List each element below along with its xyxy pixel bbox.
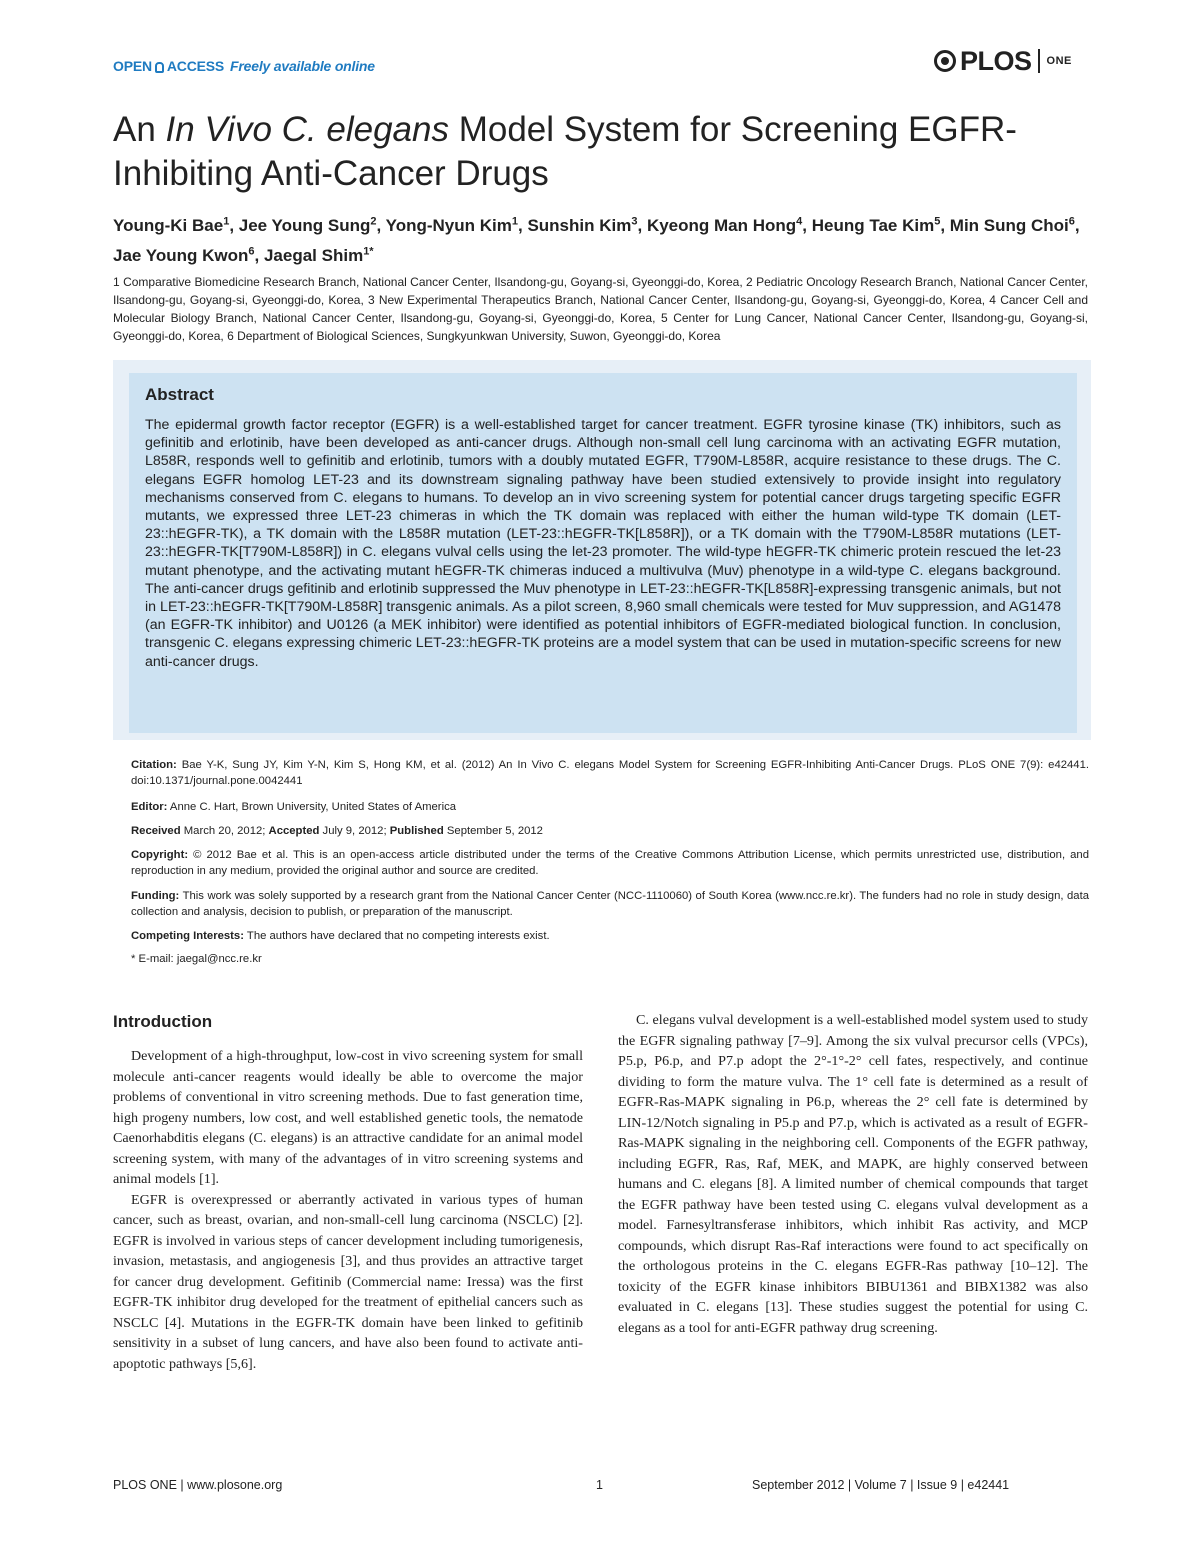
- funding: Funding: This work was solely supported by a research grant from the National Cancer Center (NCC-1110060) of South Korea (www.ncc.re.kr). The funders had no role in study design, data collection and analysis, decision to publish, or preparation of the manuscript.: [131, 890, 1089, 918]
- freely-available-label: Freely available online: [230, 58, 375, 74]
- author: Min Sung Choi$^6$,: [949, 215, 1080, 235]
- open-label: OPEN: [113, 58, 152, 74]
- logo-divider: [1038, 49, 1040, 73]
- copyright: Copyright: © 2012 Bae et al. This is an open-access article distributed under the terms of the Creative Commons Attribution License, which permits unrestricted use, distribution, and reproduction in any medium, provided the original author and source are credited.: [131, 849, 1089, 877]
- journal-logo: [934, 44, 1072, 78]
- author: Jae Young Kwon$^6$,: [113, 245, 264, 266]
- footer-issue: September 2012 | Volume 7 | Issue 9 | e42441: [752, 1478, 1010, 1492]
- author: Jee Young Sung$^2$,: [238, 215, 386, 235]
- lock-icon: [155, 62, 164, 73]
- access-label: ACCESS: [166, 58, 225, 74]
- body-column-right: [618, 1010, 1088, 1338]
- author: Sunshin Kim$^3$,: [527, 215, 647, 235]
- competing-interests: Competing Interests: The authors have declared that no competing interests exist.: [131, 930, 550, 942]
- open-access-banner: [113, 58, 375, 74]
- brand-sub: ONE: [1046, 55, 1072, 67]
- title-part-2: Model System for Screening EGFR-Inhibiting Anti-Cancer Drugs: [113, 110, 1017, 193]
- footer-journal: PLOS ONE | www.plosone.org: [113, 1478, 283, 1492]
- abstract-heading: Abstract: [145, 385, 214, 404]
- affiliations: 1 Comparative Biomedicine Research Branch, National Cancer Center, Ilsandong-gu, Goyang-si, Gyeonggi-do, Korea, 2 Pediatric Oncology Research Branch, National Cancer Center, Ilsandong-gu, Goyang-si, Gyeonggi-do, Korea, 3 New Experimental Therapeutics Branch, National Cancer Center, Ilsandong-gu, Goyang-si, Gyeonggi-do, Korea, 4 Cancer Cell and Molecular Biology Branch, National Cancer Center, Ilsandong-gu, Goyang-si, Gyeonggi-do, Korea, 5 Center for Lung Cancer, National Cancer Center, Ilsandong-gu, Goyang-si, Gyeonggi-do, Korea, 6 Department of Biological Sciences, Sungkyunkwan University, Suwon, Gyeonggi-do, Korea: [113, 275, 1088, 343]
- page-number: 1: [596, 1478, 603, 1492]
- author: Jaegal Shim$^{1*}$: [263, 245, 374, 266]
- author: Heung Tae Kim$^5$,: [811, 215, 950, 235]
- author: Young-Ki Bae$^1$,: [113, 215, 239, 235]
- section-heading-introduction: Introduction: [113, 1012, 213, 1031]
- abstract-text: The epidermal growth factor receptor (EGFR) is a well-established target for cancer treatment. EGFR tyrosine kinase (TK) inhibitors, such as gefinitib and erlotinib, have been developed as anti-cancer drugs. Although non-small cell lung carcinoma with an activating EGFR mutation, L858R, responds well to gefinitib and erlotinib, tumors with a doubly mutated EGFR, T790M-L858R, acquire resistance to these drugs. The C. elegans EGFR homolog LET-23 and its downstream signaling pathway have been studied extensively to provide insight into regulatory mechanisms conserved from C. elegans to humans. To develop an in vivo screening system for potential cancer drugs targeting specific EGFR mutants, we expressed three LET-23 chimeras in which the TK domain was replaced with either the human wild-type TK domain (LET-23::hEGFR-TK), a TK domain with the L858R mutation (LET-23::hEGFR-TK[L858R]), or a TK domain with the T790M-L858R mutations (LET-23::hEGFR-TK[T790M-L858R]) in C. elegans vulval cells using the let-23 promoter. The wild-type hEGFR-TK chimeric protein rescued the let-23 mutant phenotype, and the activating mutant hEGFR-TK chimeras induced a multivulva (Muv) phenotype in a wild-type C. elegans background. The anti-cancer drugs gefitinib and erlotinib suppressed the Muv phenotype in LET-23::hEGFR-TK[L858R]-expressing transgenic animals, but not in LET-23::hEGFR-TK[T790M-L858R] transgenic animals. As a pilot screen, 8,960 small chemicals were tested for Muv suppression, and AG1478 (an EGFR-TK inhibitor) and U0126 (a MEK inhibitor) were identified as potential inhibitors of EGFR-mediated biological function. In conclusion, transgenic C. elegans expressing chimeric LET-23::hEGFR-TK proteins are a model system that can be used in mutation-specific screens for new anti-cancer drugs.: [145, 417, 1061, 670]
- editor: Editor: Anne C. Hart, Brown University, United States of America: [131, 801, 457, 813]
- title-part-1: An: [113, 110, 166, 149]
- author-list: [113, 208, 1093, 269]
- author: Yong-Nyun Kim$^1$,: [385, 215, 528, 235]
- title-italic: In Vivo C. elegans: [165, 110, 449, 149]
- plos-logo-icon: [934, 50, 956, 72]
- brand-name: PLOS: [960, 45, 1032, 76]
- author: Kyeong Man Hong$^4$,: [646, 215, 812, 235]
- article-title: [113, 108, 1093, 196]
- paragraph: EGFR is overexpressed or aberrantly activated in various types of human cancer, such as breast, ovarian, and non-small-cell lung carcinoma (NSCLC) [2]. EGFR is involved in various steps of cancer development including tumorigenesis, invasion, metastasis, and angiogenesis [3], and thus provides an attractive target for cancer drug development. Gefitinib (Commercial name: Iressa) was the first EGFR-TK inhibitor drug developed for the treatment of epithelial cancers such as NSCLC [4]. Mutations in the EGFR-TK domain have been linked to gefitinib sensitivity in a subset of lung cancers, and have also been found to activate anti-apoptotic pathways [5,6].: [113, 1191, 583, 1372]
- paragraph: C. elegans vulval development is a well-established model system used to study the EGFR signaling pathway [7–9]. Among the six vulval precursor cells (VPCs), P5.p, P6.p, and P7.p adopt the 2°-1°-2° cell fates, respectively, and continue dividing to form the mature vulva. The 1° cell fate is determined as a result of EGFR-Ras-MAPK signaling in P6.p, whereas the 2° cell fate is determined by LIN-12/Notch signaling in P5.p and P7.p, which is activated as a result of EGFR-Ras-MAPK signaling in the neighboring cell. Components of the EGFR pathway, including EGFR, Ras, Raf, MEK, and MAPK, are highly conserved between humans and C. elegans [8]. A limited number of chemical compounds that target the EGFR pathway have been tested using C. elegans vulval development as a model. Farnesyltransferase inhibitors, which inhibit Ras activity, and MCP compounds, which disrupt Ras-Raf interactions were found to act specifically on the orthologous proteins in the C. elegans EGFR-Ras pathway [10–12]. The toxicity of the EGFR kinase inhibitors BIBU1361 and BIBX1382 was also evaluated in C. elegans [13]. These studies suggest the potential for using C. elegans as a tool for anti-EGFR pathway drug screening.: [618, 1012, 1088, 1336]
- body-column-left: [113, 1046, 583, 1374]
- dates: Received March 20, 2012; Accepted July 9, 2012; Published September 5, 2012: [131, 825, 543, 837]
- paragraph: Development of a high-throughput, low-cost in vivo screening system for small molecule anti-cancer reagents would ideally be able to overcome the major problems of conventional in vitro screening methods. Due to fast generation time, high progeny numbers, low cost, and well established genetic tools, the nematode Caenorhabditis elegans (C. elegans) is an attractive candidate for an animal model screening system, with many of the advantages of in vitro screening systems and animal models [1].: [113, 1048, 583, 1187]
- corresponding-email: * E-mail: jaegal@ncc.re.kr: [131, 953, 262, 965]
- citation: Citation: Bae Y-K, Sung JY, Kim Y-N, Kim S, Hong KM, et al. (2012) An In Vivo C. elegans Model System for Screening EGFR-Inhibiting Anti-Cancer Drugs. PLoS ONE 7(9): e42441. doi:10.1371/journal.pone.0042441: [131, 759, 1090, 787]
